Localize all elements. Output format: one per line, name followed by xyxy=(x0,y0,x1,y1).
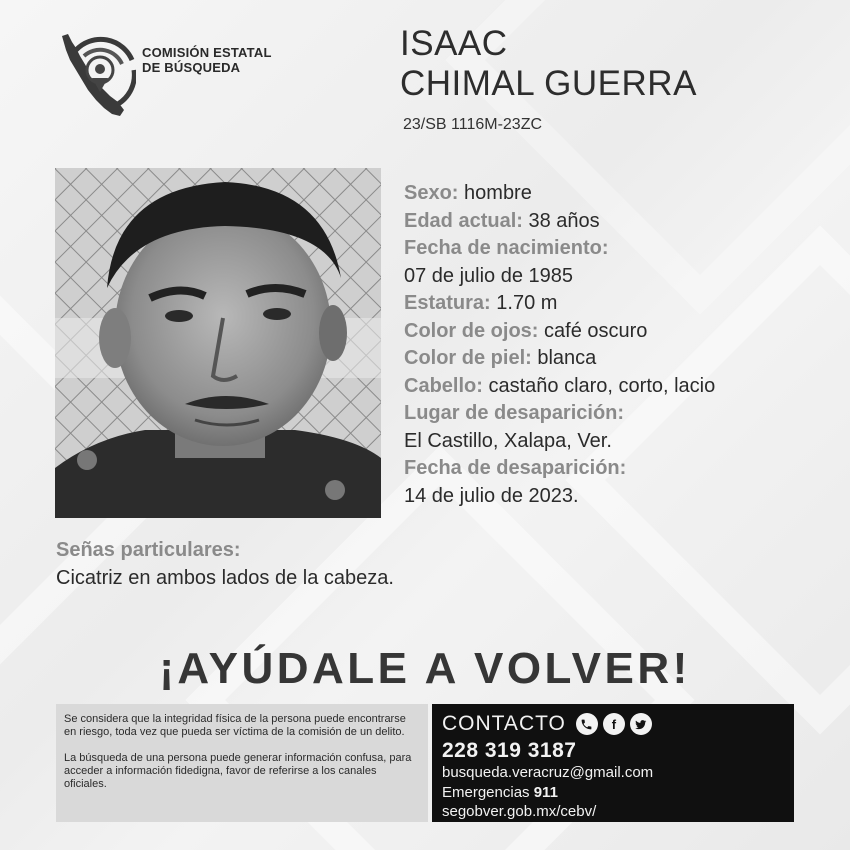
logo-text xyxy=(142,45,272,75)
disappearance-date-label: Fecha de desaparición: xyxy=(404,457,627,479)
height-row xyxy=(404,290,834,318)
place-label-row xyxy=(404,400,834,428)
twitter-icon[interactable] xyxy=(630,713,652,735)
disappearance-date-label-row xyxy=(404,455,834,483)
contact-box xyxy=(432,704,794,822)
emergency-number[interactable]: 911 xyxy=(533,783,558,801)
contact-icons xyxy=(576,713,652,735)
hair-row xyxy=(404,373,834,401)
logo-line-2: DE BÚSQUEDA xyxy=(142,60,241,75)
person-details xyxy=(404,180,834,510)
contact-title: CONTACTO xyxy=(442,712,566,735)
contact-phone[interactable]: 228 319 3187 xyxy=(442,739,577,762)
birthdate-label-row xyxy=(404,235,834,263)
eye-color-label: Color de ojos: xyxy=(404,319,539,342)
call-to-action-heading: ¡AYÚDALE A VOLVER! xyxy=(159,644,691,693)
distinguishing-marks xyxy=(56,536,394,592)
skin-color-value: blanca xyxy=(537,347,597,369)
sex-value: hombre xyxy=(464,182,532,204)
marks-label: Señas particulares: xyxy=(56,539,241,561)
person-name xyxy=(400,24,697,104)
height-label: Estatura: xyxy=(404,292,491,314)
case-id: 23/SB 1116M-23ZC xyxy=(403,116,543,133)
legal-paragraph-2: La búsqueda de una persona puede generar información confusa, para acceder a información fidedigna, favor de referirse a los canales oficiales. xyxy=(64,751,412,791)
eye-color-value: café oscuro xyxy=(544,319,648,342)
last-name: CHIMAL GUERRA xyxy=(400,64,697,103)
height-value: 1.70 m xyxy=(496,292,558,314)
hair-value: castaño claro, corto, lacio xyxy=(488,374,716,397)
hair-label: Cabello: xyxy=(404,374,483,397)
sex-label: Sexo: xyxy=(404,182,459,204)
eye-color-row xyxy=(404,318,834,346)
skin-color-label: Color de piel: xyxy=(404,347,532,369)
disappearance-date-value: 14 de julio de 2023. xyxy=(404,484,579,507)
veracruz-map-pin-icon xyxy=(56,30,136,120)
contact-email[interactable]: busqueda.veracruz@gmail.com xyxy=(442,764,654,781)
marks-value: Cicatriz en ambos lados de la cabeza. xyxy=(56,567,394,589)
legal-notice xyxy=(56,704,428,822)
age-value: 38 años xyxy=(528,209,600,232)
person-photo xyxy=(55,168,381,518)
age-label: Edad actual: xyxy=(404,209,523,232)
phone-icon[interactable] xyxy=(576,713,598,735)
emergency-line xyxy=(442,783,784,803)
facebook-icon[interactable]: f xyxy=(603,713,625,735)
cebv-logo xyxy=(56,30,296,120)
birthdate-value: 07 de julio de 1985 xyxy=(404,264,574,287)
contact-website[interactable]: segobver.gob.mx/cebv/ xyxy=(442,803,597,820)
skin-color-row xyxy=(404,345,834,373)
age-row xyxy=(404,208,834,236)
logo-line-1: COMISIÓN ESTATAL xyxy=(142,45,272,60)
legal-paragraph-1: Se considera que la integridad física de la persona puede encontrarse en riesgo, toda vez que pueda ser víctima de la comisión de un delito. xyxy=(64,713,406,739)
sex-row xyxy=(404,180,834,208)
birthdate-label: Fecha de nacimiento: xyxy=(404,237,609,259)
first-name: ISAAC xyxy=(400,24,508,63)
place-label: Lugar de desaparición: xyxy=(404,402,625,424)
emergency-label: Emergencias xyxy=(442,783,530,801)
place-value: El Castillo, Xalapa, Ver. xyxy=(404,429,612,452)
contact-title-row xyxy=(442,710,784,738)
